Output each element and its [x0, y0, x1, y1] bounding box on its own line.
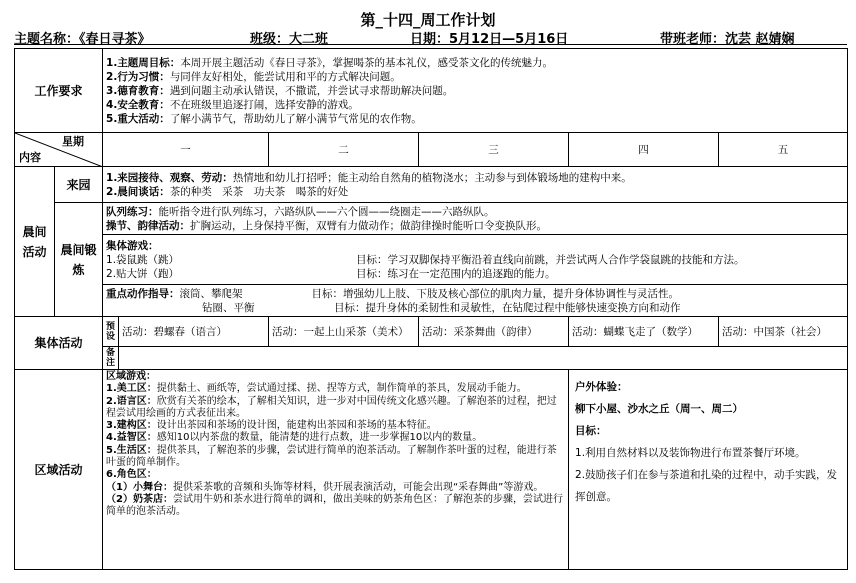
group-note-row: [15, 347, 848, 370]
game-item: 1.袋鼠跳（跳） 目标：学习双脚保持平衡沿着直线向前跳，并尝试两人合作学袋鼠跳的技能和方法。: [106, 253, 745, 266]
date-label: 日期：: [410, 32, 450, 47]
requirements-content: [103, 49, 848, 133]
group-activity-fri: 活动：中国茶（社会）: [719, 317, 848, 347]
arrival-content: [103, 167, 848, 203]
area-item: （1）小舞台：提供采茶歌的音频和头饰等材料，供开展表演活动，可能会出现“采春舞曲”等游戏。: [106, 481, 544, 493]
focus-item: 钻圈、平衡 目标：提升身体的柔韧性和灵敏性，在钻爬过程中能够快速变换方向和动作: [202, 301, 681, 314]
corner-cell: [15, 133, 103, 167]
outdoor-content: [569, 370, 848, 570]
corner-content-label: 内容: [19, 151, 41, 164]
plan-table: [14, 48, 848, 570]
exercise-label: 晨间锻炼: [55, 203, 103, 317]
note-label: 备注: [103, 347, 119, 370]
requirements-label: 工作要求: [15, 49, 103, 133]
day-monday: 一: [103, 133, 269, 167]
requirements-row: [15, 49, 848, 133]
plan-label: 预设: [103, 317, 119, 347]
games-row: [15, 235, 848, 285]
game-item: 2.贴大饼（跑） 目标：练习在一定范围内的追逐跑的能力。: [106, 267, 556, 280]
area-item: 2.语言区：欣赏有关茶的绘本，了解相关知识，进一步对中国传统文化感兴趣。了解泡茶的过程，把过程尝试用绘画的方式表征出来。: [106, 395, 557, 419]
date-range: 5月12日—5月16日: [449, 32, 569, 47]
teacher-label: 带班老师：: [660, 32, 726, 47]
requirement-item: 2.行为习惯：与同伴友好相处，能尝试用和平的方式解决问题。: [106, 70, 401, 83]
queue-line: 队列练习：能听指令进行队列练习，六路纵队——六个圆——绕圈走——六路纵队。: [106, 205, 495, 218]
outdoor-goal-title: 目标：: [575, 425, 607, 437]
outdoor-goal: 1.利用自然材料以及装饰物进行布置茶餐厅环境。: [575, 447, 806, 459]
days-header-row: [15, 133, 848, 167]
area-row: [15, 370, 848, 570]
games-title: 集体游戏：: [106, 239, 159, 252]
day-wednesday: 三: [419, 133, 569, 167]
focus-row: [15, 285, 848, 317]
group-activity-thu: 活动：蝴蝶飞走了（数学）: [569, 317, 719, 347]
area-item: 3.建构区：设计出茶园和茶场的设计图，能建构出茶园和茶场的基本特征。: [106, 420, 437, 432]
group-plan-row: [15, 317, 848, 347]
focus-content: [103, 285, 848, 317]
area-games-content: [103, 370, 569, 570]
morning-label: 晨间活动: [15, 167, 55, 317]
class-name: 大二班: [289, 32, 329, 47]
area-item: 5.生活区：提供茶具，了解泡茶的步骤，尝试进行简单的泡茶活动。了解制作茶叶蛋的过程，能进行茶叶蛋的简单制作。: [106, 444, 557, 469]
corner-weekday-label: 星期: [62, 135, 85, 148]
requirement-item: 1.主题周目标：本周开展主题活动《春日寻茶》，掌握喝茶的基本礼仪，感受茶文化的传统魅力。: [106, 56, 554, 69]
area-label: 区域活动: [15, 370, 103, 570]
requirement-item: 5.重大活动：了解小满节气，帮助幼儿了解小满节气常见的农作物。: [106, 112, 422, 125]
outdoor-place: 柳下小屋、沙水之丘（周一、周二）: [575, 403, 744, 415]
outdoor-goal: 2.鼓励孩子们在参与茶道和扎染的过程中，动手实践，发挥创意。: [575, 469, 838, 503]
teacher-names: 沈芸 赵婧娴: [725, 32, 795, 47]
requirement-item: 4.安全教育：不在班级里追逐打闹，选择安静的游戏。: [106, 98, 359, 111]
day-friday: 五: [719, 133, 848, 167]
group-activity-wed: 活动：采茶舞曲（韵律）: [419, 317, 569, 347]
page-title: 第_十四_周工作计划: [360, 11, 496, 29]
arrival-line-2: 2.晨间谈话：茶的种类 采茶 功夫茶 喝茶的好处: [106, 185, 349, 198]
arrival-row: [15, 167, 848, 203]
queue-content: [103, 203, 848, 235]
focus-item: 重点动作指导：滚筒、攀爬架 目标：增强幼儿上肢、下肢及核心部位的肌肉力量，提升身体协调性与灵活性。: [106, 287, 680, 300]
area-item: （2）奶茶店：尝试用牛奶和茶水进行简单的调和，做出美味的奶茶角色区：了解泡茶的步骤，尝试进行简单的泡茶活动。: [106, 493, 563, 518]
arrival-line-1: 1.来园接待、观察、劳动：热情地和幼儿打招呼；能主动给自然角的植物浇水；主动参与到体锻场地的建构中来。: [106, 171, 632, 184]
group-label: 集体活动: [15, 317, 103, 370]
queue-row: [15, 203, 848, 235]
theme-label: 主题名称：: [14, 32, 80, 47]
class-label: 班级：: [250, 32, 290, 47]
outdoor-title: 户外体验：: [575, 381, 628, 393]
area-item: 1.美工区：提供黏土、画纸等，尝试通过揉、搓、捏等方式，制作简单的茶具，发展动手能力。: [106, 383, 527, 395]
area-item: 4.益智区：感知10以内茶盘的数量，能清楚的进行点数，进一步掌握10以内的数量。: [106, 432, 483, 444]
arrival-label: 来园: [55, 167, 103, 203]
day-tuesday: 二: [269, 133, 419, 167]
day-thursday: 四: [569, 133, 719, 167]
group-note-content: [119, 347, 848, 370]
area-games-title: 区域游戏：: [106, 371, 157, 382]
requirement-item: 3.德育教育：遇到问题主动承认错误，不撒谎，并尝试寻求帮助解决问题。: [106, 84, 454, 97]
header-rule: [14, 44, 847, 45]
area-item: 6.角色区：: [106, 469, 157, 481]
group-activity-tue: 活动：一起上山采茶（美术）: [269, 317, 419, 347]
group-activity-mon: 活动：碧螺春（语言）: [119, 317, 269, 347]
drill-line: 操节、韵律活动：扩胸运动，上身保持平衡，双臂有力做动作；做韵律操时能听口令变换队形。: [106, 219, 548, 232]
theme-name: 《春日寻茶》: [79, 32, 151, 47]
games-content: [103, 235, 848, 285]
